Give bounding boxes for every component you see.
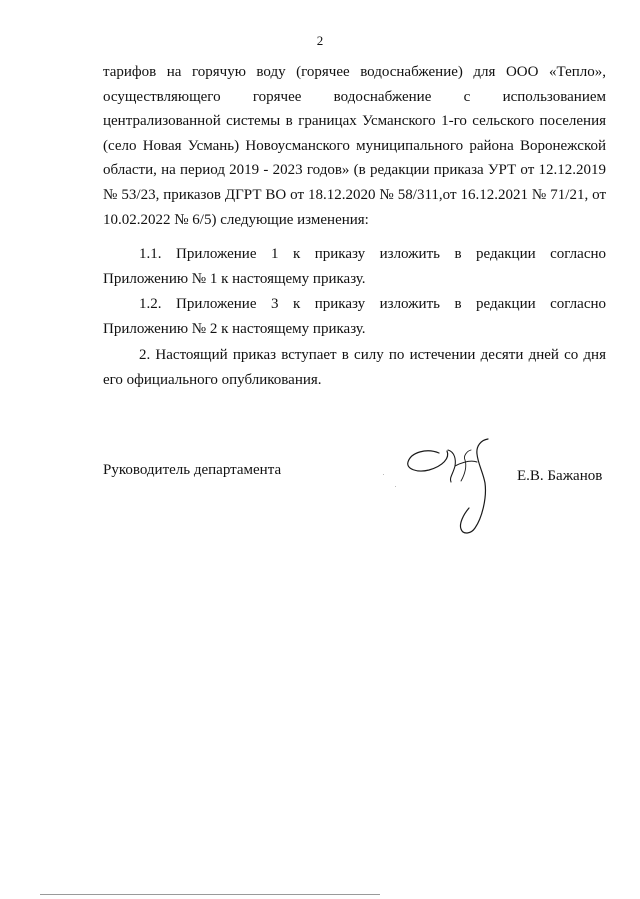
- signatory-name: Е.В. Бажанов: [517, 468, 603, 484]
- scan-speck: [395, 486, 396, 487]
- intro-line: № 53/23, приказов ДГРТ ВО от 18.12.2020 № 58/311,от 16.12.2021 № 71/21, от: [103, 186, 606, 203]
- intro-line: области, на период 2019 - 2023 годов» (в редакции приказа УРТ от 12.12.2019: [103, 162, 606, 179]
- clause-1-1: [103, 242, 606, 291]
- signatory-position: Руководитель департамента: [103, 462, 282, 478]
- clause-2-line: его официального опубликования.: [103, 371, 322, 388]
- bottom-scan-edge: [40, 894, 380, 895]
- clause-1-1-line: Приложению № 1 к настоящему приказу.: [103, 270, 366, 287]
- intro-line: (село Новая Усмань) Новоусманского муниципального района Воронежской: [103, 137, 606, 154]
- intro-paragraph: [103, 60, 606, 232]
- intro-line: 10.02.2022 № 6/5) следующие изменения:: [103, 211, 369, 228]
- clause-1-1-line: 1.1. Приложение 1 к приказу изложить в редакции согласно: [139, 246, 606, 262]
- intro-line: осуществляющего горячее водоснабжение с использованием: [103, 88, 606, 105]
- intro-line: тарифов на горячую воду (горячее водоснабжение) для ООО «Тепло»,: [103, 64, 606, 80]
- intro-line: централизованной системы в границах Усманского 1-го сельского поселения: [103, 113, 606, 130]
- clause-1-2-line: Приложению № 2 к настоящему приказу.: [103, 320, 366, 337]
- page-number: 2: [316, 33, 324, 48]
- handwritten-signature: [405, 436, 497, 540]
- clause-1-2-line: 1.2. Приложение 3 к приказу изложить в редакции согласно: [139, 296, 606, 312]
- clause-2-line: 2. Настоящий приказ вступает в силу по истечении десяти дней со дня: [139, 347, 606, 363]
- clause-1-2: [103, 292, 606, 341]
- clause-2: [103, 343, 606, 392]
- scan-speck: [383, 474, 384, 475]
